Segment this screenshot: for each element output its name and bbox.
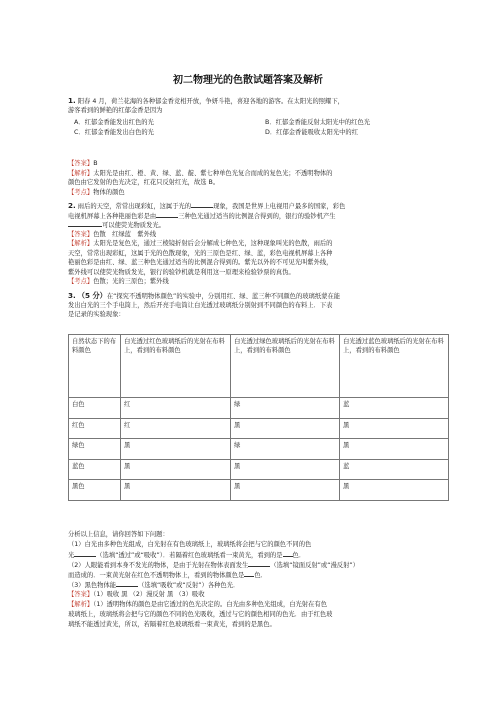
q2-number: 2.	[68, 201, 76, 210]
q3-s3a: （3）黑色物体能	[68, 582, 117, 589]
q3-s1d: 色．	[292, 552, 306, 559]
table-cell: 黑	[340, 480, 449, 501]
table-cell: 黑	[121, 439, 231, 460]
q3-text1: 在“探究不透明物体颜色”的实验中，分别用红、绿、蓝三种不同颜色的玻璃纸蒙在能	[106, 293, 341, 300]
q1-explanation-line2: 颜色由它发射的色光决定，红花只反射红光，故选 B。	[68, 179, 220, 186]
q3-stem-line3: 是记录的实验现象：	[68, 311, 125, 318]
q3-explanation-line1	[68, 600, 327, 609]
q3-exp1: （1）透明物体的颜色是由它透过的色光决定的。白光由多种色光组成，白光射在有色	[93, 601, 328, 608]
q2-answer	[68, 230, 156, 239]
table-row	[69, 398, 449, 419]
table-row	[69, 459, 449, 480]
q1-point	[68, 188, 125, 197]
q3-explanation-line3: 璃纸不能透过黄光，所以，若隔着红色玻璃纸看一束黄光，看到的是黑色。	[68, 621, 276, 628]
answer-tag: 【答案】	[68, 160, 94, 167]
q3-answer-value: （1）吸收 黑 （2）漫反射 黑 （3）吸收	[93, 591, 205, 598]
table-header-cell: 白光透过绿色玻璃纸后的光射在布料上，看到的布料颜色	[231, 335, 340, 398]
q1-option-a: A．红郁金香能发出红色的光	[74, 119, 154, 126]
q1-answer-value: B	[93, 160, 98, 167]
table-cell: 白色	[69, 398, 121, 419]
table-row	[69, 418, 449, 439]
table-cell: 黑	[231, 480, 340, 501]
q1-text1: 阳春 4 月，荷兰花海的各种郁金香竞相开放，争妍斗艳，喜迎各地的游客。在太阳光的照耀下，	[77, 98, 344, 105]
table-cell: 黑色	[69, 480, 121, 501]
q3-score: （5 分）	[77, 291, 107, 300]
table-cell: 红色	[69, 418, 121, 439]
point-tag: 【考点】	[68, 188, 94, 196]
table-header-cell: 白光透过红色玻璃纸后的光射在布料上，看到的布料颜色	[121, 335, 231, 398]
q3-sub2-line2	[68, 570, 267, 580]
answer-tag: 【答案】	[68, 591, 94, 598]
q2-blank-3	[68, 220, 102, 227]
q1-option-b: B．红郁金香能反射太阳光中的红色光	[265, 119, 371, 126]
q3-s3b: （选填“吸收”或“反射”）各种色光．	[138, 582, 240, 589]
q2-explanation-line3: 艳丽色彩是由红、绿、蓝三种色光通过适当的比例混合得到的。紫光以外的不可见光叫紫外线，	[68, 259, 333, 266]
q2-text1b: 现象，我国是世界上电视用户最多的国家，彩色	[213, 203, 346, 210]
document-title: 初二物理光的色散试题答案及解析	[173, 75, 323, 86]
q2-explanation-line4: 紫外线可以使荧光物质发光，银行的验钞机就是利用这一原理来检验钞票的真伪。	[68, 268, 295, 276]
table-header-row	[69, 335, 449, 398]
q3-s2c: 而造成的．一束黄光射在红色不透明物体上，看到的物体颜色是	[68, 572, 245, 579]
q1-option-d: D．红郁金香能吸收太阳光中的红	[265, 129, 359, 136]
table-cell: 黑	[231, 418, 340, 439]
q3-sub2-line1	[68, 560, 359, 570]
q3-experiment-table	[68, 334, 449, 501]
q3-sub1-line2	[68, 550, 305, 560]
q2-blank-1	[191, 201, 213, 208]
q3-s1c: （选填“透过”或“吸收”）．若隔着红色玻璃纸看一束黄光，看到的是	[96, 552, 283, 559]
table-cell: 红	[121, 398, 231, 419]
q3-analysis: 分析以上信息，请你回答如下问题：	[68, 531, 169, 538]
table-cell: 蓝色	[69, 459, 121, 480]
explanation-tag: 【解析】	[68, 601, 94, 608]
q2-exp1: 太阳光是复色光，通过三棱镜折射后会分解成七种色光，这种现象叫光的色散，雨后的	[93, 240, 333, 247]
q2-answer-value: 色散 红绿蓝 紫外线	[93, 230, 157, 238]
q1-option-c: C．红郁金香能发出白色的光	[74, 129, 154, 136]
q2-text3: 可以使荧光物质发光。	[102, 222, 165, 229]
table-cell: 黑	[121, 480, 231, 501]
q3-blank-5	[116, 580, 138, 587]
q1-exp1: 太阳光是由红、橙、黄、绿、蓝、靛、紫七种单色光复合而成的复色光；不透明物体的	[93, 169, 333, 177]
q3-blank-4	[244, 570, 254, 577]
q2-explanation-line1	[68, 239, 332, 248]
table-cell: 黑	[340, 418, 449, 439]
q1-stem-line2: 游客看到的鲜艳的红郁金香是因为	[68, 106, 163, 114]
table-cell: 蓝	[340, 459, 449, 480]
table-cell: 蓝	[340, 398, 449, 419]
q3-blank-2	[283, 550, 293, 557]
q2-point	[68, 277, 169, 286]
explanation-tag: 【解析】	[68, 240, 94, 247]
q2-text1a: 雨后的天空，常常出现彩虹，这属于光的	[77, 203, 192, 210]
point-tag: 【考点】	[68, 278, 94, 285]
q3-number: 3.	[68, 291, 76, 300]
explanation-tag: 【解析】	[68, 169, 94, 177]
table-cell: 绿色	[69, 439, 121, 460]
q3-s1b: 光	[68, 552, 75, 559]
q3-answer	[68, 590, 205, 599]
q1-point-value: 物体的颜色	[93, 188, 125, 196]
q2-text2a: 电视机屏幕上各种艳丽色彩是由	[68, 212, 157, 220]
q3-explanation-line2: 玻璃纸上，玻璃纸将会把与它的颜色不同的色光吸收，透过与它的颜色相同的色光．由于红色玻	[68, 611, 333, 618]
table-cell: 黑	[231, 459, 340, 480]
q3-sub1-line1: （1）白光由多种色光组成，白光射在有色玻璃纸上，玻璃纸将会把与它的颜色不同的色	[68, 541, 312, 548]
q3-s2b: （选填“镜面反射”或“漫反射”）	[270, 562, 359, 569]
q3-sub3	[68, 580, 239, 590]
table-header-cell: 白光透过蓝色玻璃纸后的光射在布料上，看到的布料颜色	[340, 335, 449, 398]
q2-text2b: 三种色光通过适当的比例混合得到的，银行的验钞机产生	[178, 212, 336, 220]
table-cell: 黑	[340, 439, 449, 460]
answer-tag: 【答案】	[68, 230, 94, 238]
q2-point-value: 色散；光的三原色；紫外线	[93, 278, 169, 285]
q1-answer	[68, 159, 98, 168]
q2-explanation-line2: 天空，常常出现彩虹，这属于光的色散现象，光的三原色是红、绿、蓝，彩色电视机屏幕上各种	[68, 249, 333, 257]
q3-blank-1	[74, 550, 96, 557]
q3-blank-3	[248, 560, 270, 567]
q3-stem-line2: 发出白光的三个手电筒上，然后开亮手电筒让白光透过玻璃纸分别射到不同颜色的布料上．下表	[68, 301, 333, 309]
table-row	[69, 480, 449, 501]
q1-explanation-line1	[68, 169, 332, 178]
q3-s2a: （2）人眼能看到本身不发光的物体，是由于光射在物体表面发生	[68, 562, 249, 569]
table-cell: 绿	[231, 398, 340, 419]
table-cell: 绿	[231, 439, 340, 460]
q2-blank-2	[156, 211, 178, 218]
table-row	[69, 439, 449, 460]
q3-s2d: 色．	[254, 572, 267, 579]
table-cell: 红	[121, 418, 231, 439]
q1-number: 1.	[68, 96, 76, 105]
table-header-cell: 自然状态下的布料颜色	[69, 335, 121, 398]
table-cell: 黑	[121, 459, 231, 480]
